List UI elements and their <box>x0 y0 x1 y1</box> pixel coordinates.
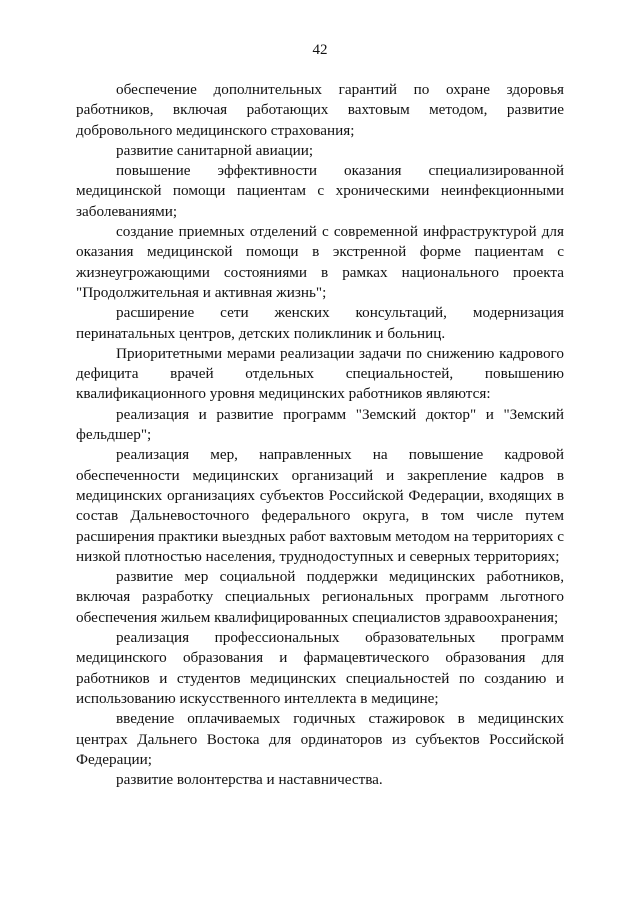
paragraph: развитие санитарной авиации; <box>116 141 314 159</box>
paragraph: развитие волонтерства и наставничества. <box>116 771 383 789</box>
paragraph: Приоритетными мерами реализации задачи по снижению кадрового дефицита врачей отдельных специальностей, повышению квалификационного уровня медицинских работников являются: <box>76 344 564 403</box>
paragraph: создание приемных отделений с современной инфраструктурой для оказания медицинской помощи в экстренной форме пациентам с жизнеугрожающими состояниями в рамках национального проекта "Продолжительная и активная жизнь"; <box>76 223 564 301</box>
paragraph: реализация мер, направленных на повышение кадровой обеспеченности медицинских организаций и закрепление кадров в медицинских организациях субъектов Российской Федерации, входящих в состав Дальневосточного федерального округа, в том числе путем расширения практики выездных работ вахтовым методом на территориях с низкой плотностью населения, труднодоступных и северных территориях; <box>76 446 564 565</box>
paragraph: реализация и развитие программ "Земский доктор" и "Земский фельдшер"; <box>76 405 564 444</box>
paragraph: расширение сети женских консультаций, модернизация перинатальных центров, детских поликлиник и больниц. <box>76 304 564 342</box>
paragraph: реализация профессиональных образовательных программ медицинского образования и фармацевтического образования для работников и студентов медицинских специальностей по созданию и использованию искусственного интеллекта в медицине; <box>76 629 564 707</box>
paragraph: повышение эффективности оказания специализированной медицинской помощи пациентам с хроническими неинфекционными заболеваниями; <box>76 162 564 220</box>
paragraph: введение оплачиваемых годичных стажировок в медицинских центрах Дальнего Востока для ординаторов из субъектов Российской Федерации; <box>76 710 564 768</box>
paragraph: развитие мер социальной поддержки медицинских работников, включая разработку специальных региональных программ льготного обеспечения жильем квалифицированных специалистов здравоохранения; <box>76 568 564 626</box>
page-number: 42 <box>312 42 328 58</box>
document-body <box>76 80 564 790</box>
paragraph: обеспечение дополнительных гарантий по охране здоровья работников, включая работающих вахтовым методом, развитие добровольного медицинского страхования; <box>76 81 564 139</box>
